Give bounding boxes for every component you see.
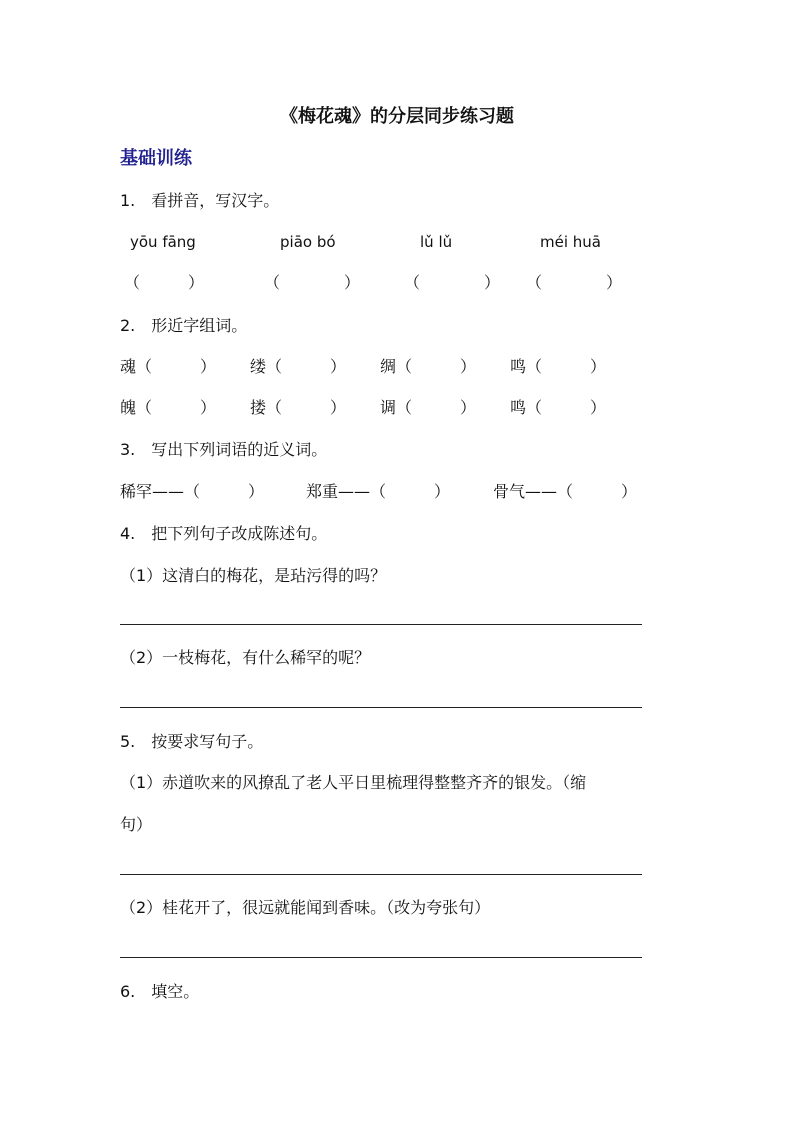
- word-item[interactable]: 缕（ ）: [250, 357, 347, 376]
- question-5-heading: 5. 按要求写句子。: [120, 732, 264, 751]
- pinyin-3: lǔ lǔ: [420, 233, 453, 251]
- answer-line[interactable]: [120, 874, 642, 875]
- answer-line[interactable]: [120, 624, 642, 625]
- word-item[interactable]: 鸣（ ）: [510, 398, 607, 417]
- answer-blank-3[interactable]: （ ）: [404, 273, 501, 292]
- sentence-4-2: （2）一枝梅花，有什么稀罕的呢？: [120, 648, 371, 667]
- pinyin-4: méi huā: [540, 233, 601, 251]
- synonym-item[interactable]: 骨气——（ ）: [493, 482, 638, 501]
- word-item[interactable]: 搂（ ）: [250, 398, 347, 417]
- sentence-5-1-cont: 句）: [120, 815, 153, 834]
- answer-blank-2[interactable]: （ ）: [264, 273, 361, 292]
- word-item[interactable]: 绸（ ）: [380, 357, 477, 376]
- word-item[interactable]: 调（ ）: [380, 398, 477, 417]
- section-heading: 基础训练: [120, 148, 192, 169]
- page-title: 《梅花魂》的分层同步练习题: [280, 106, 514, 127]
- word-item[interactable]: 鸣（ ）: [510, 357, 607, 376]
- sentence-5-1: （1）赤道吹来的风撩乱了老人平日里梳理得整整齐齐的银发。（缩: [120, 773, 587, 792]
- word-item[interactable]: 魂（ ）: [120, 357, 217, 376]
- answer-blank-4[interactable]: （ ）: [526, 273, 623, 292]
- pinyin-1: yōu fāng: [130, 233, 196, 251]
- word-item[interactable]: 魄（ ）: [120, 398, 217, 417]
- question-6-heading: 6. 填空。: [120, 982, 200, 1001]
- sentence-4-1: （1）这清白的梅花，是玷污得的吗？: [120, 566, 387, 585]
- question-2-heading: 2. 形近字组词。: [120, 316, 248, 335]
- question-1-heading: 1. 看拼音，写汉字。: [120, 191, 280, 210]
- sentence-5-2: （2）桂花开了，很远就能闻到香味。（改为夸张句）: [120, 898, 491, 917]
- pinyin-2: piāo bó: [280, 233, 336, 251]
- answer-line[interactable]: [120, 957, 642, 958]
- synonym-item[interactable]: 稀罕——（ ）: [120, 482, 265, 501]
- question-3-heading: 3. 写出下列词语的近义词。: [120, 440, 328, 459]
- answer-blank-1[interactable]: （ ）: [124, 273, 205, 292]
- synonym-item[interactable]: 郑重——（ ）: [306, 482, 451, 501]
- answer-line[interactable]: [120, 707, 642, 708]
- question-4-heading: 4. 把下列句子改成陈述句。: [120, 524, 328, 543]
